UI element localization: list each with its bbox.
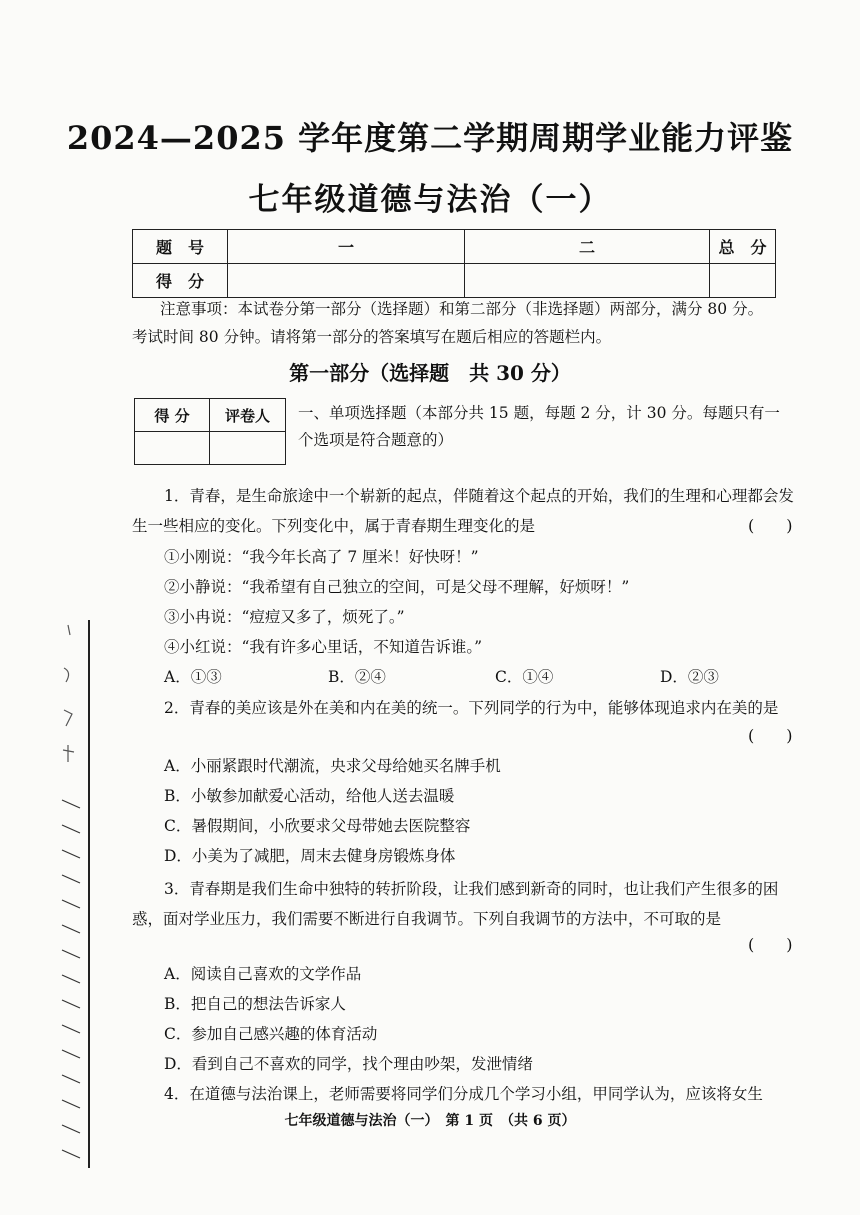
statement: ③小冉说：“痘痘又多了，烦死了。” <box>164 608 405 626</box>
tear-marks-svg <box>56 790 86 1160</box>
score-input-cell[interactable] <box>465 264 710 298</box>
notice-line: 注意事项：本试卷分第一部分（选择题）和第二部分（非选择题）两部分，满分 80 分。 <box>160 300 764 318</box>
option-d: D．②③ <box>660 668 719 686</box>
question-stem <box>132 481 807 541</box>
option-a: A．阅读自己喜欢的文学作品 <box>164 965 362 983</box>
score-input-cell[interactable] <box>228 264 465 298</box>
grader-name-label: 评卷人 <box>210 399 286 432</box>
question-stem <box>132 874 807 934</box>
page-footer: 七年级道德与法治（一） 第 1 页 （共 6 页） <box>284 1113 576 1129</box>
option-b: B．把自己的想法告诉家人 <box>164 995 346 1013</box>
score-cell: 得 分 <box>133 264 228 298</box>
section-heading: 个选项是符合题意的） <box>298 431 454 449</box>
statement: ②小静说：“我希望有自己独立的空间，可是父母不理解，好烦呀！” <box>164 578 630 596</box>
score-cell: 一 <box>228 230 465 264</box>
option-d: D．小美为了减肥，周末去健身房锻炼身体 <box>164 847 456 865</box>
score-input-cell[interactable] <box>710 264 776 298</box>
option-a: A．①③ <box>164 668 222 686</box>
score-table-score-row <box>133 264 776 298</box>
option-b: B．小敏参加献爱心活动，给他人送去温暖 <box>164 787 455 805</box>
question-text: 2．青春的美应该是外在美和内在美的统一。下列同学的行为中，能够体现追求内在美的是 <box>164 699 779 717</box>
answer-bracket[interactable]: ( ) <box>748 516 793 535</box>
option-b: B．②④ <box>328 668 386 686</box>
binding-line <box>88 620 90 1168</box>
notice-line: 考试时间 80 分钟。请将第一部分的答案填写在题后相应的答题栏内。 <box>132 328 612 346</box>
question-stem: 4．在道德与法治课上，老师需要将同学们分成几个学习小组，甲同学认为，应该将女生 <box>164 1085 763 1103</box>
faint-binding-marks-svg <box>58 620 82 770</box>
grader-table <box>134 398 286 465</box>
answer-bracket[interactable]: ( ) <box>748 726 793 745</box>
score-cell: 总 分 <box>710 230 776 264</box>
grader-name-input[interactable] <box>210 432 286 465</box>
option-d: D．看到自己不喜欢的同学，找个理由吵架，发泄情绪 <box>164 1055 533 1073</box>
exam-title: 2024—2025 学年度第二学期周期学业能力评鉴 <box>66 119 794 157</box>
grader-score-input[interactable] <box>135 432 210 465</box>
score-cell: 题 号 <box>133 230 228 264</box>
option-a: A．小丽紧跟时代潮流，央求父母给她买名牌手机 <box>164 757 501 775</box>
part-title: 第一部分（选择题 共 30 分） <box>289 361 571 385</box>
option-c: C．暑假期间，小欣要求父母带她去医院整容 <box>164 817 471 835</box>
grader-score-label: 得 分 <box>135 399 210 432</box>
score-table-header-row <box>133 230 776 264</box>
question-text: 1．青春，是生命旅途中一个崭新的起点，伴随着这个起点的开始，我们的生理和心理都会发生一些相应的变化。下列变化中，属于青春期生理变化的是 <box>132 487 794 535</box>
answer-bracket[interactable]: ( ) <box>748 935 793 954</box>
option-c: C．参加自己感兴趣的体育活动 <box>164 1025 378 1043</box>
faint-binding-marks <box>58 620 82 774</box>
option-c: C．①④ <box>495 668 554 686</box>
exam-subtitle: 七年级道德与法治（一） <box>248 182 612 218</box>
score-table <box>132 229 776 298</box>
question-text: 3．青春期是我们生命中独特的转折阶段，让我们感到新奇的同时，也让我们产生很多的困惑，面对学业压力，我们需要不断进行自我调节。下列自我调节的方法中，不可取的是 <box>132 880 779 928</box>
question-stem <box>132 693 807 723</box>
score-cell: 二 <box>465 230 710 264</box>
statement: ①小刚说：“我今年长高了 7 厘米！好快呀！” <box>164 548 479 566</box>
section-heading: 一、单项选择题（本部分共 15 题，每题 2 分，计 30 分。每题只有一 <box>298 404 780 422</box>
tear-marks <box>56 790 86 1164</box>
statement: ④小红说：“我有许多心里话，不知道告诉谁。” <box>164 638 483 656</box>
